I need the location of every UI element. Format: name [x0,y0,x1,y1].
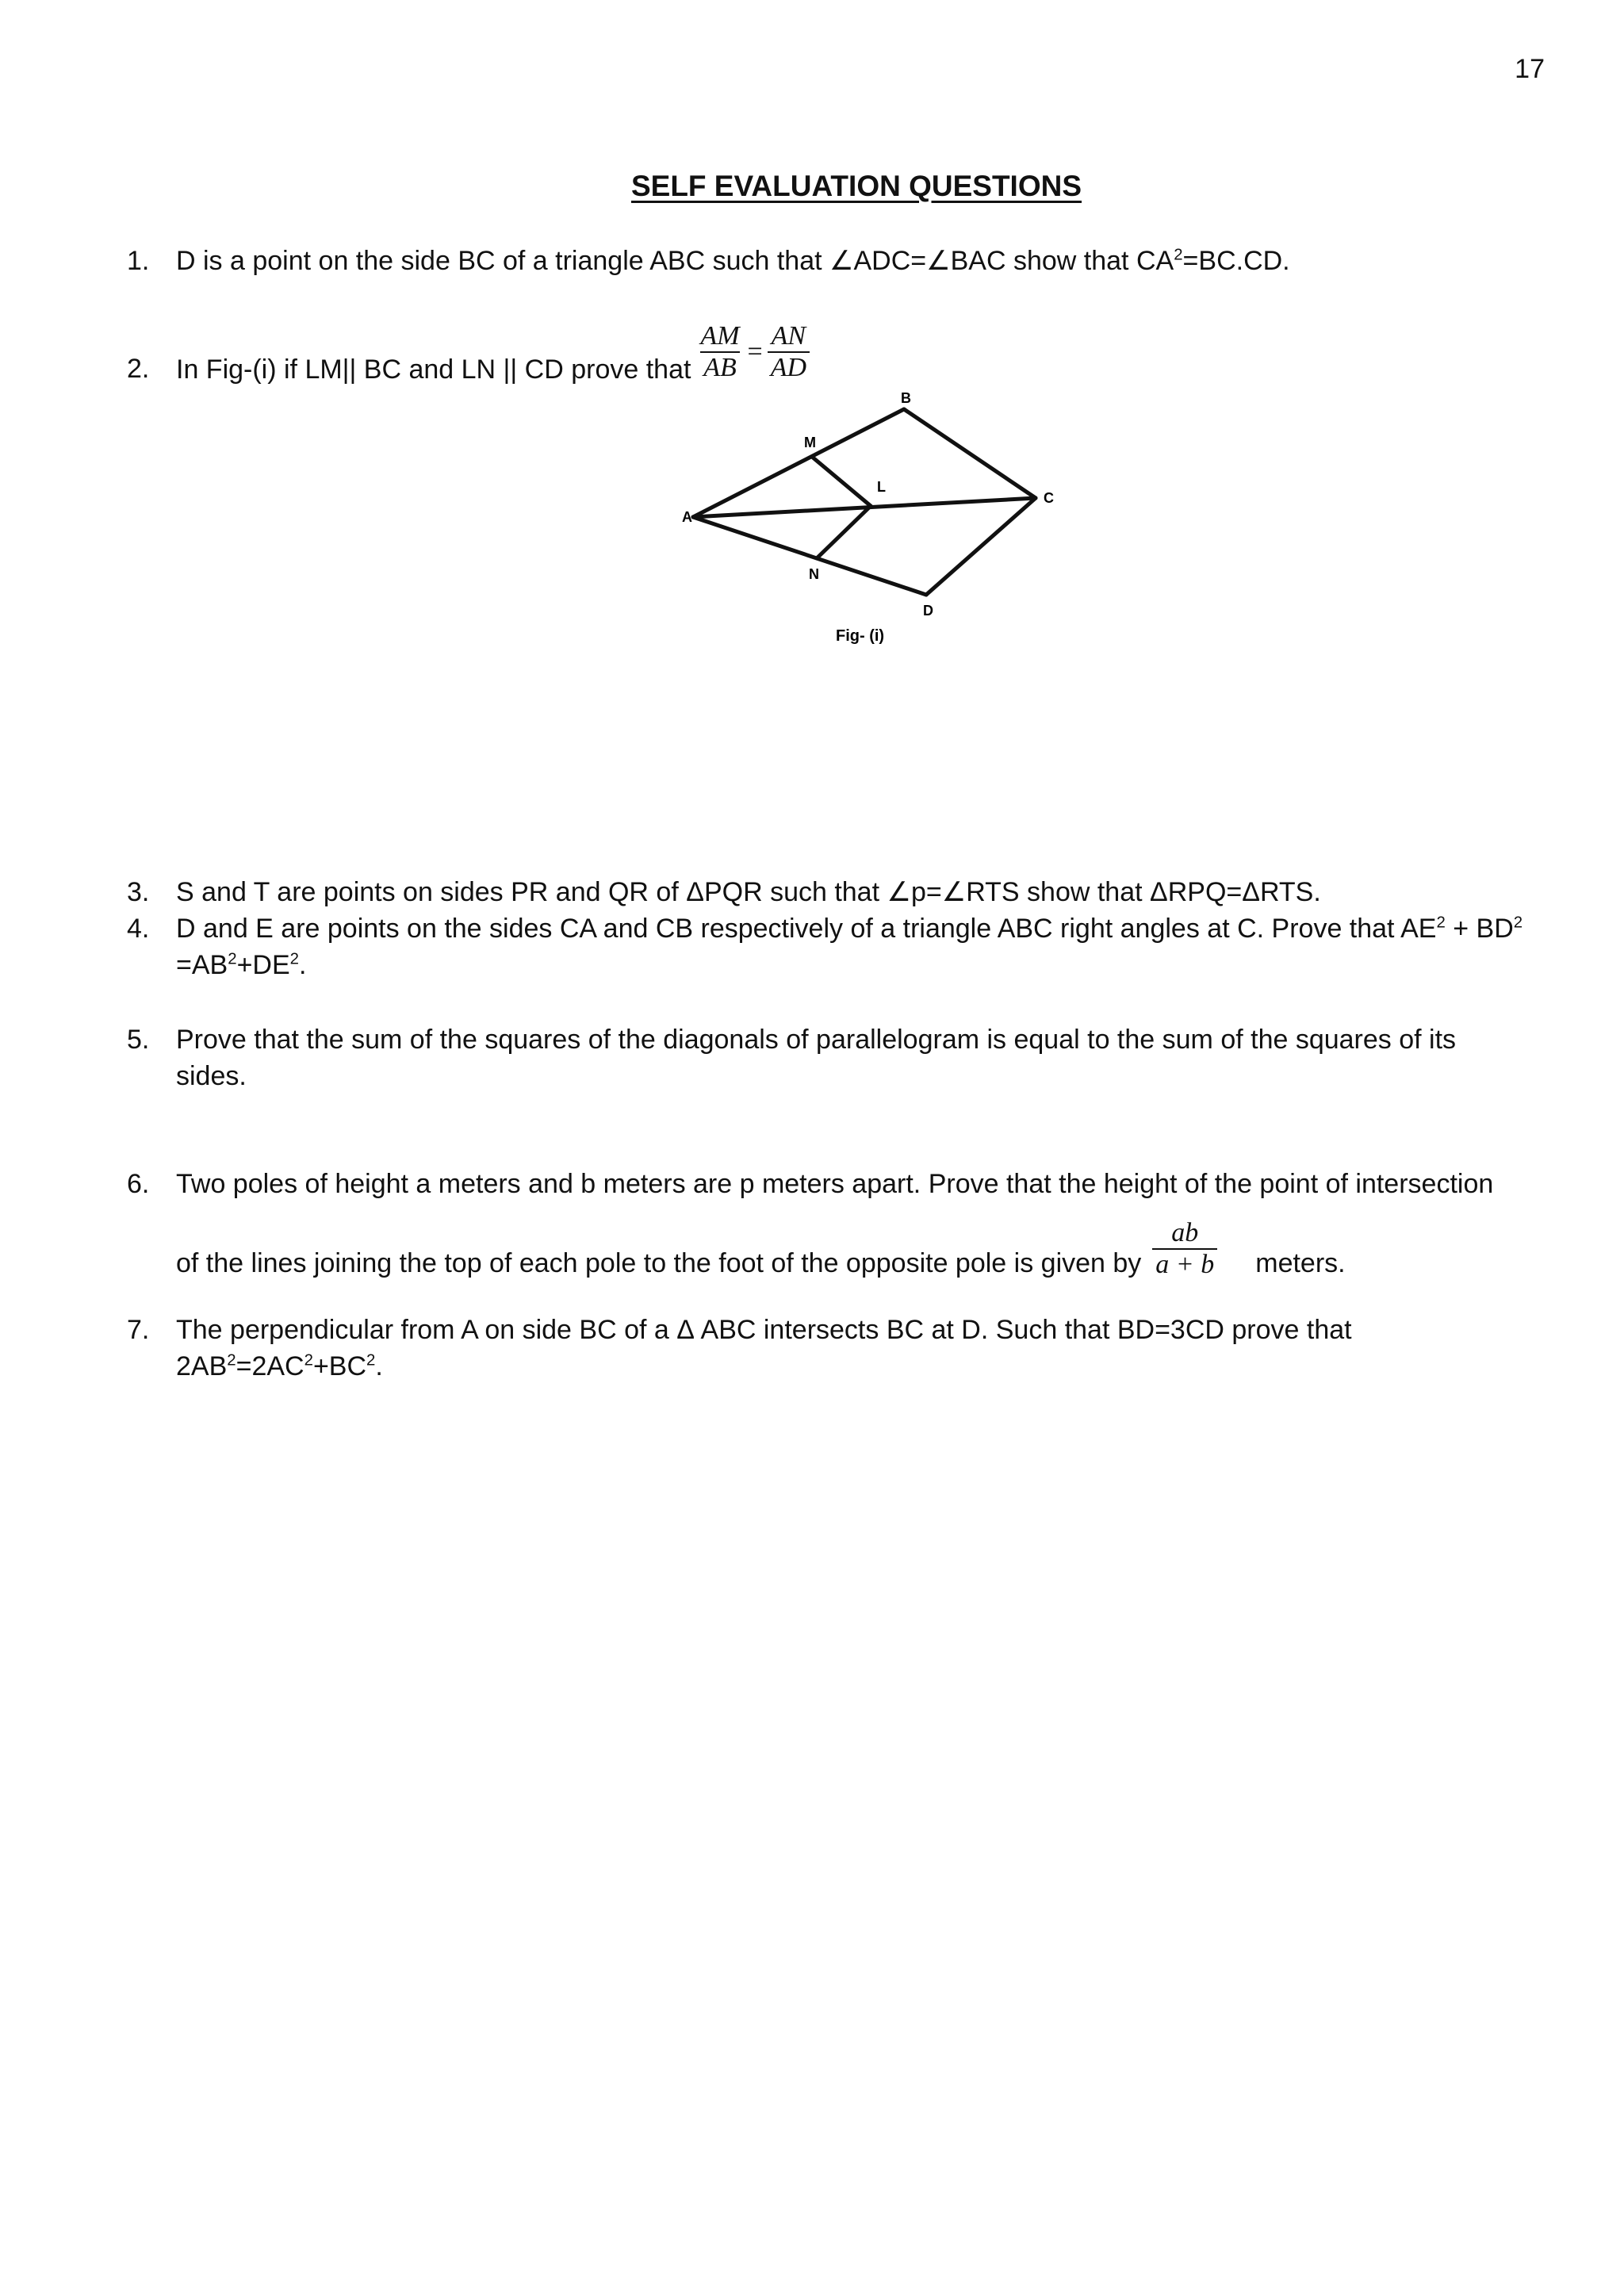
label-a: A [682,509,692,525]
fraction-am-ab: $\frac{AM}{AB}$ [700,321,740,382]
question-6-number: 6. [127,1169,150,1199]
question-4-number: 4. [127,914,150,944]
segment-da [693,517,926,595]
fraction-an-ad: $\frac{AN}{AD}$ [768,321,810,383]
question-3-text: S and T are points on sides PR and QR of ΔPQR such that ∠p=∠RTS show that ΔRPQ=ΔRTS. [176,877,1321,907]
question-6-line-1: Two poles of height a meters and b meters are p meters apart. Prove that the height of the point of intersection [176,1169,1494,1199]
question-6-line-2: of the lines joining the top of each pole to the foot of the opposite pole is given by $\frac{ab}{a + b}$ meters. [176,1218,1346,1279]
segment-bc [904,409,1036,498]
question-3-number: 3. [127,877,150,907]
question-2-number: 2. [127,354,150,384]
question-7-text: The perpendicular from A on side BC of a Δ ABC intersects BC at D. Such that BD=3CD prove that $2AB^2=2AC^2+BC^2$. [176,1315,1352,1381]
question-4-text: D and E are points on the sides CA and CB respectively of a triangle ABC right angles at C. Prove that $AE^2 + BD^2$ $=AB^2+DE^2$. [176,914,1523,980]
figure-caption: Fig- (i) [836,627,885,645]
question-5-text: Prove that the sum of the squares of the diagonals of parallelogram is equal to the sum of the squares of its sides. [176,1025,1457,1091]
question-1-text: D is a point on the side BC of a triangle ABC such that ∠ADC=∠BAC show that $CA^2=BC.CD$. [176,246,1290,276]
question-1-number: 1. [127,246,150,276]
label-b: B [901,390,911,406]
label-l: L [877,479,886,495]
question-5-number: 5. [127,1025,150,1055]
fraction-ab-over-a-plus-b: $\frac{ab}{a + b}$ [1152,1218,1217,1280]
figure-quadrilateral-abcd [658,381,1071,658]
question-2-text: In Fig-(i) if LM|| BC and LN || CD prove that $\frac{AM}{AB}$ = $\frac{AN}{AD}$ [176,314,810,390]
segment-ln [817,506,871,558]
segment-cd [926,498,1036,595]
segment-ml [812,457,871,506]
segment-ab [693,409,904,517]
page-number: 17 [1515,54,1545,84]
page-heading: SELF EVALUATION QUESTIONS [630,170,1082,202]
label-c: C [1044,490,1054,506]
question-7-number: 7. [127,1315,150,1345]
label-d: D [923,603,933,619]
label-n: N [809,566,819,582]
label-m: M [804,435,816,450]
